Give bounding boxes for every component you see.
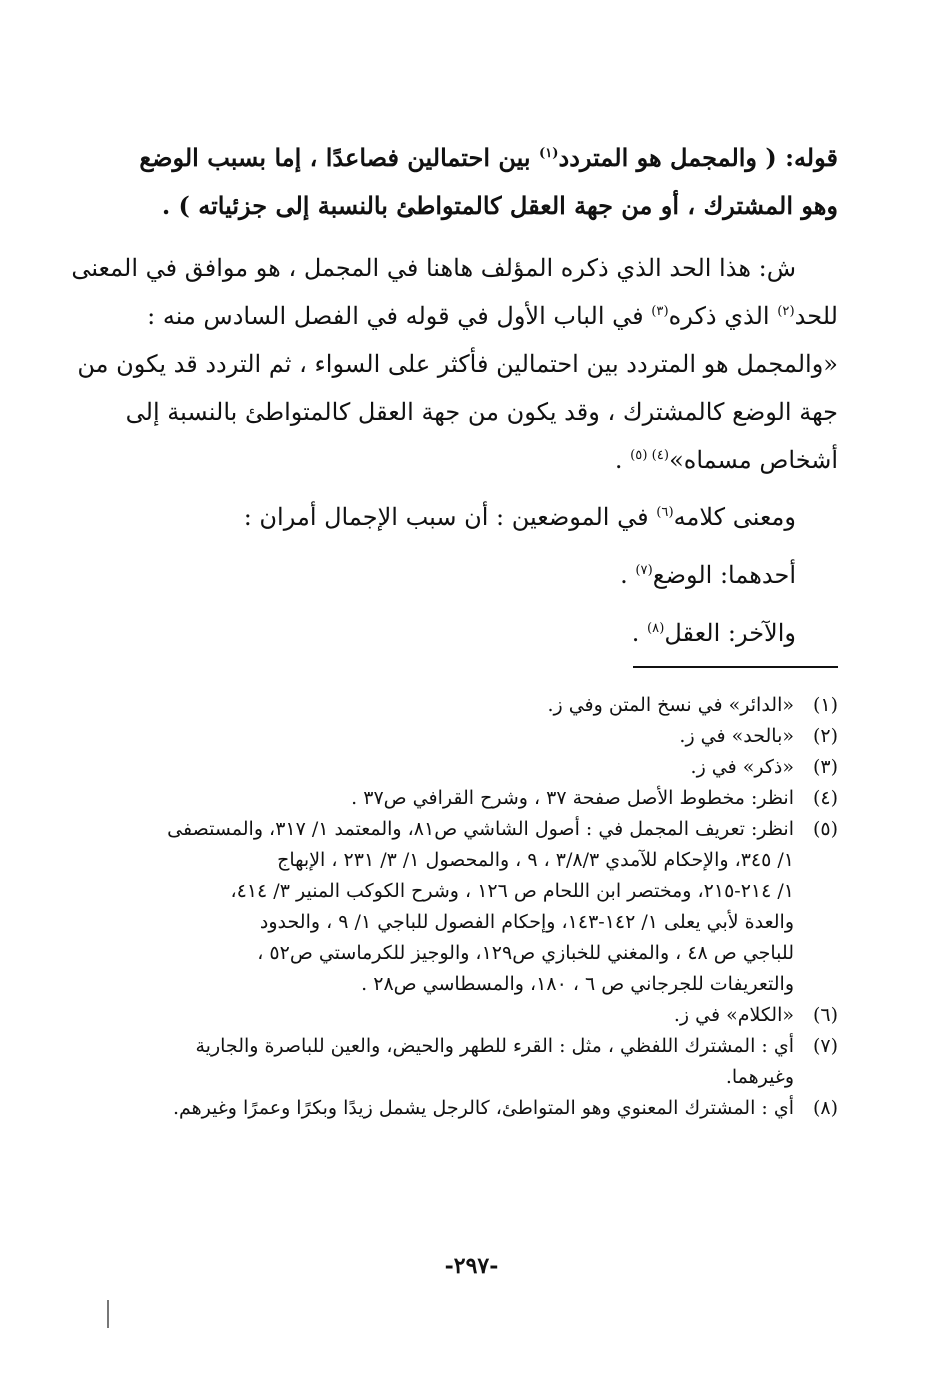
footnote-5-line-5: للباجي ص ٤٨ ، والمغني للخبازي ص١٢٩، والوجيز للكرماستي ص٥٢ ، bbox=[257, 942, 794, 964]
commentary-paragraph bbox=[71, 244, 838, 484]
footnote-text: «الكلام» في ز. bbox=[673, 1004, 794, 1026]
footnote-number: (٧) bbox=[812, 1035, 838, 1057]
quote-line-2: وهو المشترك ، أو من جهة العقل كالمتواطئ بالنسبة إلى جزئياته ) . bbox=[161, 191, 838, 220]
footnote-text: أي : المشترك المعنوي وهو المتواطئ، كالرجل يشمل زيدًا وبكرًا وعمرًا وغيرهم. bbox=[172, 1097, 794, 1119]
footnote-1 bbox=[133, 690, 838, 721]
commentary-line-5-b: . bbox=[614, 446, 631, 474]
meaning-line-2-a: أحدهما: الوضع bbox=[652, 561, 796, 589]
meaning-line-1-a: ومعنى كلامه bbox=[673, 503, 796, 531]
footnotes bbox=[133, 690, 838, 1124]
footnote-8 bbox=[133, 1093, 838, 1124]
footnote-ref-1[interactable]: (١) bbox=[538, 146, 559, 161]
commentary-line-2 bbox=[133, 292, 838, 340]
footnote-number: (٦) bbox=[812, 1004, 838, 1026]
footnote-5-line-6: والتعريفات للجرجاني ص ٦ ، ١٨٠، والمسطاسي ص٢٨ . bbox=[361, 973, 794, 995]
footnote-ref-4-5[interactable]: (٤) (٥) bbox=[630, 448, 670, 463]
quote-line-1-text: قوله: ( والمجمل هو المتردد bbox=[558, 143, 838, 172]
meaning-line-1-b: في الموضعين : أن سبب الإجمال أمران : bbox=[243, 503, 657, 531]
footnote-5-line-4: والعدة لأبي يعلى ١/ ١٤٢-١٤٣، وإحكام الفصول للباجي ١/ ٩ ، والحدود bbox=[259, 911, 794, 933]
footnote-6 bbox=[133, 1000, 838, 1031]
commentary-line-3: «والمجمل هو المتردد بين احتمالين فأكثر على السواء ، ثم التردد قد يكون من bbox=[77, 350, 838, 378]
footnote-number: (٣) bbox=[812, 756, 838, 778]
meaning-line-3 bbox=[133, 604, 838, 662]
quote-line-1 bbox=[133, 134, 838, 182]
footnote-number: (٤) bbox=[812, 787, 838, 809]
footnote-7 bbox=[133, 1031, 838, 1062]
footnote-text: «ذكر» في ز. bbox=[690, 756, 794, 778]
footnote-ref-6[interactable]: (٦) bbox=[656, 505, 674, 520]
footnote-text: انظر: مخطوط الأصل صفحة ٣٧ ، وشرح القرافي ص٣٧ . bbox=[351, 787, 794, 809]
meaning-line-3-a: والآخر: العقل bbox=[664, 619, 796, 647]
commentary-line-1: ش: هذا الحد الذي ذكره المؤلف هاهنا في المجمل ، هو موافق في المعنى bbox=[71, 254, 796, 282]
footnote-5-line-3: ١/ ٢١٤-٢١٥، ومختصر ابن اللحام ص ١٢٦ ، وشرح الكوكب المنير ٣/ ٤١٤، bbox=[230, 880, 794, 902]
footnote-2 bbox=[133, 721, 838, 752]
footnote-separator bbox=[633, 666, 838, 668]
footnote-ref-3[interactable]: (٣) bbox=[651, 304, 669, 319]
footnote-text: «الدائر» في نسخ المتن وفي ز. bbox=[547, 694, 794, 716]
commentary-line-2-c: في الباب الأول في قوله في الفصل السادس منه : bbox=[147, 302, 652, 330]
margin-mark bbox=[107, 1300, 109, 1328]
meaning-paragraph bbox=[133, 488, 838, 662]
meaning-line-3-b: . bbox=[631, 619, 647, 647]
meaning-line-2-b: . bbox=[620, 561, 636, 589]
footnote-3 bbox=[133, 752, 838, 783]
quote-line-1-rest: بين احتمالين فصاعدًا ، إما بسبب الوضع bbox=[139, 143, 539, 172]
meaning-line-2 bbox=[133, 546, 838, 604]
commentary-line-4: جهة الوضع كالمشترك ، وقد يكون من جهة العقل كالمتواطئ بالنسبة إلى bbox=[125, 398, 838, 426]
meaning-line-1 bbox=[133, 488, 838, 546]
footnote-number: (١) bbox=[812, 694, 838, 716]
footnote-number: (٨) bbox=[812, 1097, 838, 1119]
footnote-5-line-2: ١/ ٣٤٥، والإحكام للآمدي ٣/٨/٣ ، ٩ ، والمحصول ١/ ٣/ ٢٣١ ، الإبهاج bbox=[277, 849, 794, 871]
footnote-7-line-2: وغيرهما. bbox=[725, 1066, 794, 1088]
footnote-text: انظر: تعريف المجمل في : أصول الشاشي ص٨١، والمعتمد ١/ ٣١٧، والمستصفى bbox=[167, 818, 794, 840]
footnote-text: «بالحد» في ز. bbox=[679, 725, 794, 747]
footnote-5 bbox=[133, 814, 838, 845]
footnote-4 bbox=[133, 783, 838, 814]
page-number: -٢٩٧- bbox=[444, 1253, 499, 1279]
footnote-ref-7[interactable]: (٧) bbox=[635, 563, 653, 578]
footnote-ref-2[interactable]: (٢) bbox=[777, 304, 795, 319]
commentary-line-5-a: أشخاص مسماه» bbox=[669, 446, 838, 474]
footnote-number: (٥) bbox=[812, 818, 838, 840]
commentary-line-2-b: الذي ذكره bbox=[668, 302, 778, 330]
commentary-line-5 bbox=[133, 436, 838, 484]
commentary-line-2-a: للحد bbox=[794, 302, 838, 330]
footnote-ref-8[interactable]: (٨) bbox=[646, 621, 665, 636]
quoted-text bbox=[133, 134, 838, 230]
footnote-number: (٢) bbox=[812, 725, 838, 747]
footnote-text: أي : المشترك اللفظي ، مثل : القرء للطهر والحيض، والعين للباصرة والجارية bbox=[195, 1035, 794, 1057]
